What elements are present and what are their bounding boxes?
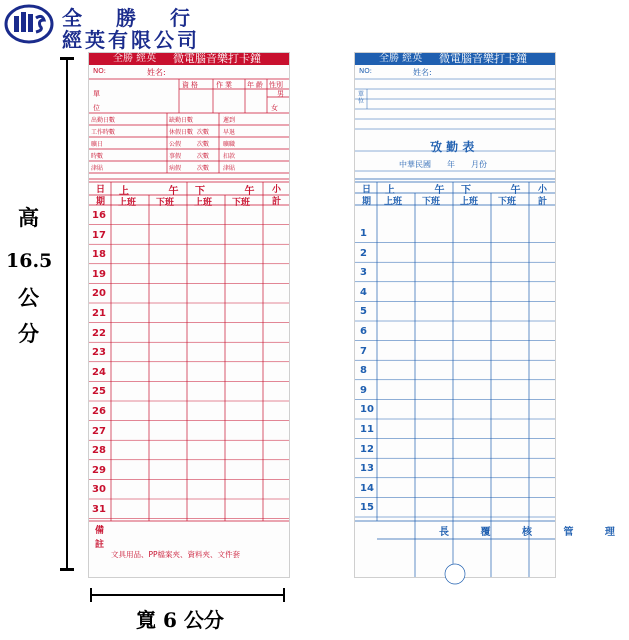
blue-time-card: [354, 52, 629, 578]
height-label-value: 16.5: [6, 250, 53, 272]
blue-day-number: 12: [360, 443, 374, 455]
blue-col-pm-out: 下班: [498, 197, 517, 207]
blue-card-form-title: 攷 勤 表: [430, 140, 475, 154]
red-field-char: 業: [225, 81, 234, 89]
red-summary-left: [91, 115, 115, 175]
red-summary-item: 次數: [197, 153, 210, 160]
red-summary-item: 出勤日數: [91, 117, 116, 124]
red-col-am-in: 上班: [118, 198, 137, 208]
red-summary-right: [223, 115, 235, 175]
red-card-brand: 全勝 經英: [113, 53, 157, 64]
blue-day-number: 11: [360, 424, 374, 435]
red-day-number: 18: [92, 249, 106, 261]
red-field-char: 性: [269, 81, 276, 89]
red-summary-item: 曠職: [223, 141, 236, 148]
red-day-number: 26: [92, 406, 106, 417]
red-summary-item: 津貼: [223, 165, 236, 172]
red-remark-bottom: 註: [95, 540, 105, 550]
red-day-number: 31: [92, 504, 106, 515]
red-summary-item: 次數: [197, 129, 210, 136]
blue-day-number: 14: [360, 482, 374, 494]
height-dimension-bottom-cap: [60, 568, 74, 571]
red-summary-item: 次數: [197, 165, 210, 172]
red-col-day-top: 日: [96, 185, 106, 195]
blue-col-subtotal-bottom: 計: [538, 197, 548, 207]
red-day-number: 29: [92, 464, 106, 476]
red-col-am: 上 午: [119, 186, 197, 197]
blue-col-pm-in: 上班: [460, 197, 479, 207]
red-field-char: 格: [191, 81, 200, 89]
blue-card-grid: [355, 53, 555, 577]
width-dimension-line: [92, 594, 284, 596]
blue-card-unit-label: 單位: [358, 91, 365, 105]
blue-col-am-in: 上班: [384, 197, 403, 207]
red-col-subtotal-top: 小: [272, 185, 282, 195]
red-summary-item: 事假: [169, 153, 182, 160]
red-card-field-age: [247, 80, 265, 90]
blue-card-brand: 全勝 經英: [379, 53, 423, 64]
blue-day-number: 15: [360, 502, 374, 514]
blue-day-number: 6: [360, 326, 367, 337]
logo-company-name: 全勝行: [62, 6, 224, 30]
blue-day-number: 2: [360, 247, 367, 259]
blue-day-number: 9: [360, 384, 367, 396]
red-card-no-label: NO:: [93, 67, 106, 75]
red-summary-item: 工作時數: [91, 129, 116, 136]
red-field-char: 齡: [256, 81, 265, 89]
red-summary-item: 津貼: [91, 165, 104, 172]
width-label: 寬 6 公分: [136, 608, 224, 632]
red-summary-item: 缺勤日數: [169, 117, 194, 124]
red-card-unit-label: 單: [93, 90, 100, 98]
red-col-pm-in: 上班: [194, 198, 213, 208]
blue-day-number: 10: [360, 404, 374, 416]
red-card-field-qual: [182, 80, 200, 90]
red-time-card: [88, 52, 290, 578]
red-day-number: 27: [92, 425, 106, 437]
blue-col-day-bottom: 期: [362, 197, 372, 207]
blue-col-pm: 下 午: [461, 185, 539, 196]
red-day-number: 24: [92, 366, 106, 378]
red-field-char: 作: [216, 81, 225, 89]
red-col-am-out: 下班: [156, 198, 175, 208]
red-card-position-label: 位: [93, 104, 100, 112]
height-dimension-line: [66, 58, 68, 570]
red-summary-item: 早退: [223, 129, 236, 136]
blue-day-number: 5: [360, 306, 367, 318]
blue-col-am-out: 下班: [422, 197, 441, 207]
red-summary-item: 扣款: [223, 153, 236, 160]
red-summary-item: 遲到: [223, 117, 236, 124]
red-day-number: 23: [92, 347, 106, 359]
red-day-number: 30: [92, 484, 106, 496]
red-day-number: 22: [92, 327, 106, 339]
blue-card-name-label: 姓名:: [413, 68, 432, 77]
blue-day-number: 3: [360, 267, 367, 279]
red-summary-item: 次數: [197, 141, 210, 148]
red-day-number: 16: [92, 210, 106, 221]
red-col-pm: 下 午: [195, 186, 273, 197]
red-summary-mid: [169, 115, 193, 175]
logo-company-subtitle: 經英有限公司: [62, 28, 200, 52]
red-field-char: 資: [182, 81, 191, 89]
blue-day-number: 8: [360, 365, 367, 377]
blue-col-subtotal-top: 小: [538, 185, 548, 195]
red-card-title: 微電腦音樂打卡鐘: [173, 52, 261, 65]
blue-card-date-line: 中華民國 年 月份: [399, 160, 487, 169]
red-summary-item: 休假日數: [169, 129, 194, 136]
red-day-number: 25: [92, 386, 106, 398]
red-summary-item: 病假: [169, 165, 182, 172]
height-label-char-1: 高: [18, 205, 39, 230]
red-field-char: 別: [276, 81, 283, 89]
red-day-number: 20: [92, 288, 106, 300]
red-day-number: 21: [92, 308, 106, 319]
height-label-char-4: 分: [18, 321, 39, 346]
blue-day-number: 13: [360, 463, 374, 475]
red-day-number: 19: [92, 268, 106, 280]
red-summary-item: 時數: [91, 153, 104, 160]
red-summary-item: 曠日: [91, 141, 104, 148]
red-field-char: 年: [247, 81, 256, 89]
blue-card-no-label: NO:: [359, 67, 372, 75]
blue-card-title: 微電腦音樂打卡鐘: [439, 52, 527, 65]
company-logo-icon: [4, 4, 54, 44]
red-card-sex-male: 男: [277, 90, 284, 98]
blue-day-number: 1: [360, 228, 367, 239]
height-label-char-3: 公: [18, 285, 39, 310]
red-card-sex-female: 女: [271, 104, 278, 112]
red-summary-item: 公假: [169, 141, 182, 148]
blue-col-am: 上 午: [385, 185, 463, 196]
width-dimension-right-cap: [283, 588, 285, 602]
blue-col-day-top: 日: [362, 185, 372, 195]
red-card-footer: 文具用品、PP檔案夾、資料夾、文件套: [111, 550, 241, 559]
blue-card-sign-row: 長 覆 核 管 理: [439, 527, 629, 538]
red-card-name-label: 姓名:: [147, 68, 166, 77]
red-card-field-job: [216, 80, 234, 90]
blue-day-number: 4: [360, 286, 367, 298]
red-day-number: 17: [92, 229, 106, 241]
red-remark-top: 備: [95, 526, 105, 536]
red-col-day-bottom: 期: [96, 197, 106, 207]
red-day-number: 28: [92, 445, 106, 457]
red-col-subtotal-bottom: 計: [272, 197, 282, 207]
blue-day-number: 7: [360, 345, 367, 357]
red-col-pm-out: 下班: [232, 198, 251, 208]
red-summary-mid2: [197, 127, 209, 175]
